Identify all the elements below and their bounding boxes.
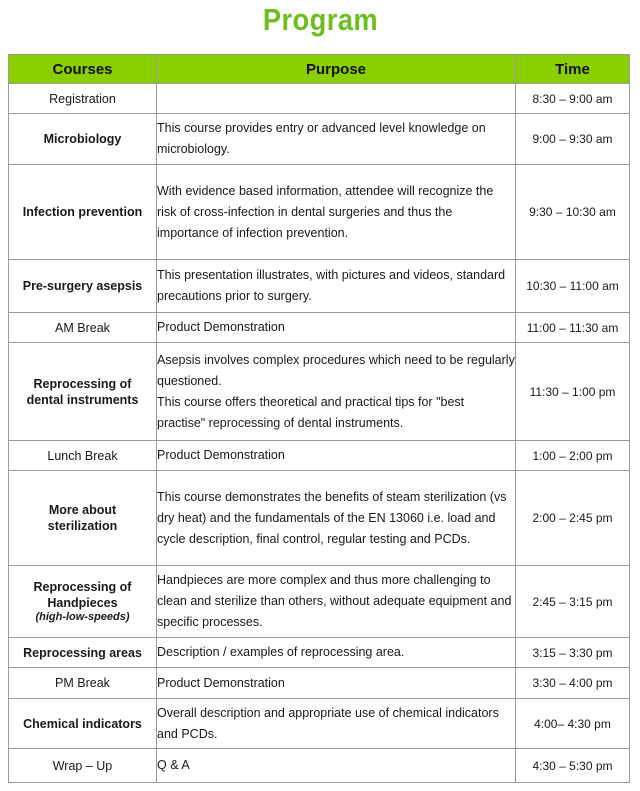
- course-cell: [9, 441, 157, 471]
- course-name: Microbiology: [43, 132, 122, 146]
- time-cell: 1:00 – 2:00 pm: [516, 441, 630, 471]
- purpose-text: Handpieces are more complex and thus more challenging to clean and sterilize than others, without adequate equipment and specific processes.: [157, 573, 512, 629]
- purpose-cell: [157, 471, 516, 566]
- purpose-text: Description / examples of reprocessing area.: [157, 645, 405, 659]
- purpose-text: This course demonstrates the benefits of steam sterilization (vs dry heat) and the fundamentals of the EN 13060 i.e. load and cycle description, final control, regular testing and PCDs.: [157, 489, 507, 546]
- table-row: [9, 165, 630, 260]
- course-cell: [9, 165, 157, 260]
- course-name: Reprocessing areas: [23, 645, 142, 660]
- purpose-text: This course offers theoretical and practical tips for "best practise" reprocessing of dental instruments.: [157, 394, 465, 430]
- table-row: [9, 471, 630, 566]
- time-cell: 9:30 – 10:30 am: [516, 165, 630, 260]
- purpose-cell: [157, 114, 516, 165]
- purpose-cell: [157, 566, 516, 638]
- purpose-cell: [157, 638, 516, 668]
- header-time: Time: [516, 55, 630, 84]
- purpose-text: Asepsis involves complex procedures which need to be regularly questioned.: [157, 352, 515, 388]
- course-name: Wrap – Up: [52, 758, 113, 773]
- table-header-row: [9, 55, 630, 84]
- purpose-cell: [157, 668, 516, 699]
- table-row: [9, 260, 630, 313]
- course-subtitle: (high-low-speeds): [35, 611, 130, 623]
- course-cell: [9, 471, 157, 566]
- course-name: More about sterilization: [47, 503, 118, 533]
- page-title: [0, 0, 640, 44]
- table-row: [9, 84, 630, 114]
- course-cell: [9, 260, 157, 313]
- purpose-cell: [157, 749, 516, 783]
- course-cell: [9, 749, 157, 783]
- course-cell: [9, 638, 157, 668]
- course-cell: [9, 84, 157, 114]
- course-name: Reprocessing of Handpieces: [33, 580, 132, 610]
- table-row: [9, 441, 630, 471]
- time-cell: 4:30 – 5:30 pm: [516, 749, 630, 783]
- program-table: [8, 54, 630, 783]
- purpose-cell: [157, 260, 516, 313]
- purpose-text: Q & A: [157, 758, 190, 772]
- purpose-cell: [157, 84, 516, 114]
- purpose-cell: [157, 313, 516, 343]
- course-name: Reprocessing of dental instruments: [26, 376, 139, 407]
- time-cell: 11:30 – 1:00 pm: [516, 343, 630, 441]
- time-cell: 11:00 – 11:30 am: [516, 313, 630, 343]
- course-name: Infection prevention: [22, 205, 143, 219]
- table-row: [9, 313, 630, 343]
- table-row: [9, 114, 630, 165]
- purpose-text: With evidence based information, attendee will recognize the risk of cross-infection in dental surgeries and thus the importance of infection prevention.: [157, 183, 494, 240]
- purpose-cell: [157, 165, 516, 260]
- course-cell: [9, 313, 157, 343]
- page-title-text: Program: [262, 2, 378, 37]
- header-purpose: Purpose: [157, 55, 516, 84]
- time-cell: 2:00 – 2:45 pm: [516, 471, 630, 566]
- table-row: [9, 749, 630, 783]
- course-cell: [9, 114, 157, 165]
- time-cell: 8:30 – 9:00 am: [516, 84, 630, 114]
- table-row: [9, 566, 630, 638]
- course-name: AM Break: [55, 320, 110, 335]
- purpose-cell: [157, 343, 516, 441]
- time-cell: 10:30 – 11:00 am: [516, 260, 630, 313]
- table-row: [9, 699, 630, 749]
- course-cell: [9, 566, 157, 638]
- course-name: PM Break: [55, 676, 110, 690]
- purpose-cell: [157, 441, 516, 471]
- course-cell: [9, 343, 157, 441]
- time-cell: 3:15 – 3:30 pm: [516, 638, 630, 668]
- course-name: Pre-surgery asepsis: [22, 279, 143, 293]
- table-row: [9, 668, 630, 699]
- time-cell: 2:45 – 3:15 pm: [516, 566, 630, 638]
- course-cell: [9, 699, 157, 749]
- purpose-text: Overall description and appropriate use of chemical indicators and PCDs.: [157, 705, 499, 741]
- purpose-text: This presentation illustrates, with pictures and videos, standard precautions prior to surgery.: [157, 268, 506, 303]
- header-courses: Courses: [9, 55, 157, 84]
- time-cell: 4:00– 4:30 pm: [516, 699, 630, 749]
- time-cell: 9:00 – 9:30 am: [516, 114, 630, 165]
- course-cell: [9, 668, 157, 699]
- purpose-text: Product Demonstration: [157, 448, 285, 462]
- table-row: [9, 343, 630, 441]
- purpose-text: Product Demonstration: [157, 320, 285, 334]
- course-name: Lunch Break: [47, 448, 118, 463]
- course-name: Registration: [49, 91, 116, 106]
- purpose-text: Product Demonstration: [157, 675, 285, 690]
- purpose-text: This course provides entry or advanced level knowledge on microbiology.: [157, 121, 486, 156]
- table-row: [9, 638, 630, 668]
- course-name: Chemical indicators: [23, 716, 142, 731]
- purpose-cell: [157, 699, 516, 749]
- time-cell: 3:30 – 4:00 pm: [516, 668, 630, 699]
